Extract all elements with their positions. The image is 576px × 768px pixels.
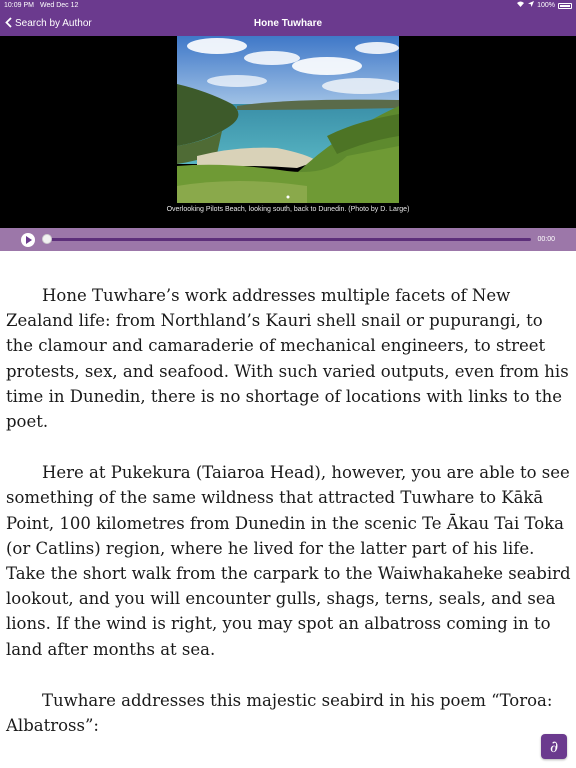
media-panel (0, 36, 576, 228)
article-body (6, 283, 572, 764)
photo-caption: Overlooking Pilots Beach, looking south, back to Dunedin. (Photo by D. Large) (166, 206, 410, 213)
wifi-icon (516, 0, 525, 11)
article-paragraph: Tuwhare addresses this majestic seabird in his poem “Toroa: Albatross”: (6, 690, 553, 736)
battery-icon (558, 3, 572, 9)
audio-time: 00:00 (537, 236, 555, 243)
back-button-label: Search by Author (15, 18, 92, 29)
audio-scrubber-handle[interactable] (42, 234, 52, 244)
status-time: 10:09 PM (4, 2, 34, 9)
battery-percent: 100% (537, 2, 555, 9)
app-menu-button[interactable]: ∂ (541, 734, 567, 759)
article-paragraph: Hone Tuwhare’s work addresses multiple facets of New Zealand life: from Northland’s Kauri shell snail or pupurangi, to the clamour and camaraderie of mechanical engineers, to street protests, sex, and seafood. With such varied outputs, even from his time in Dunedin, there is no shortage of locations with links to the poet. (6, 286, 569, 432)
play-button[interactable] (21, 233, 35, 247)
location-photo[interactable] (177, 36, 399, 203)
status-indicators (516, 0, 572, 11)
audio-player (0, 228, 576, 251)
article-paragraph: Here at Pukekura (Taiaroa Head), however, you are able to see something of the same wildness that attracted Tuwhare to Kākā Point, 100 kilometres from Dunedin in the scenic Te Ākau Tai Toka (or Catlins) region, where he lived for the latter part of his life. Take the short walk from the carpark to the Waiwhakaheke seabird lookout, and you will encounter gulls, shags, terns, seals, and sea lions. If the wind is right, you may spot an albatross coming in to land after months at sea. (6, 463, 571, 659)
status-bar (0, 0, 576, 11)
navigation-bar (0, 11, 576, 36)
status-date: Wed Dec 12 (40, 2, 79, 9)
page-title: Hone Tuwhare (253, 18, 323, 29)
audio-progress-track[interactable] (45, 238, 531, 241)
location-icon (528, 0, 534, 11)
